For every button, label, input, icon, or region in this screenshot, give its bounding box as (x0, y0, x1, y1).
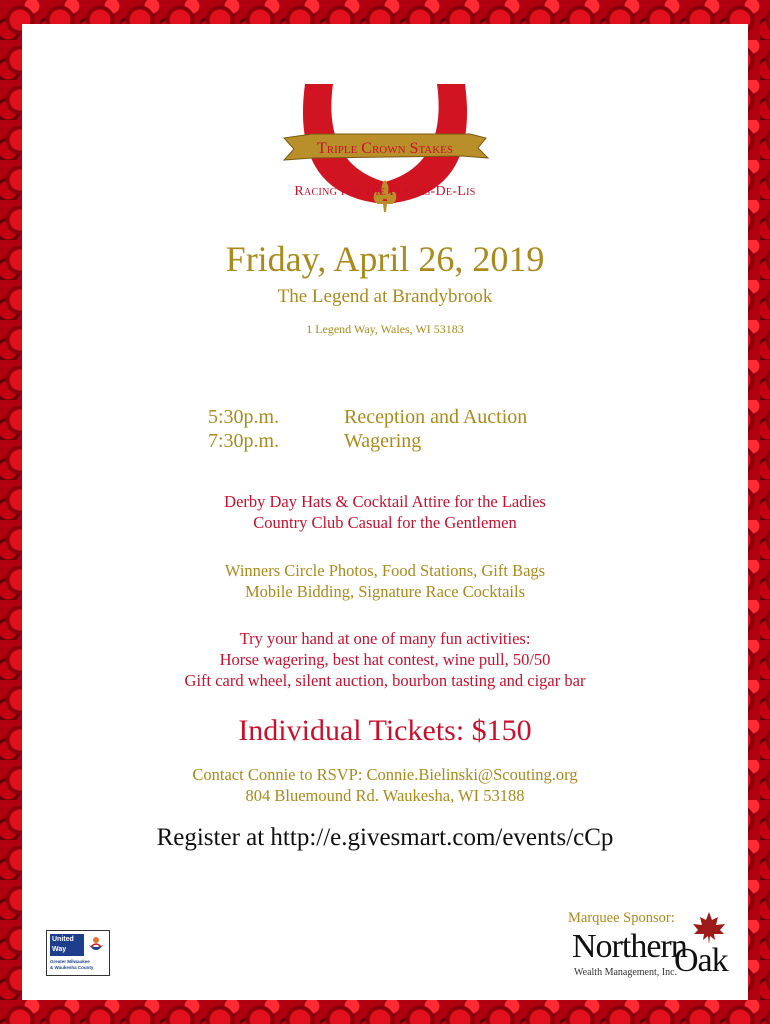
united-way-region-line2: & Waukesha County (50, 965, 94, 970)
united-way-line1: United (52, 936, 74, 943)
schedule-time: 5:30p.m. (208, 406, 280, 428)
schedule-times (208, 406, 279, 454)
sponsor-tagline: Wealth Management, Inc. (574, 967, 678, 978)
united-way-line2: Way (52, 946, 67, 953)
logo-title: Triple Crown Stakes (316, 140, 454, 157)
event-address: 1 Legend Way, Wales, WI 53183 (306, 322, 464, 336)
flyer-card (22, 24, 748, 1000)
register-link[interactable]: Register at http://e.givesmart.com/events/cCp (156, 824, 614, 851)
sponsor-name-northern: Northern (572, 928, 687, 965)
schedule-time: 7:30p.m. (208, 430, 280, 452)
activities-line: Try your hand at one of many fun activities: (239, 629, 531, 648)
horseshoe-logo (22, 54, 748, 234)
features-line: Mobile Bidding, Signature Race Cocktails (244, 582, 525, 601)
schedule-events (344, 406, 527, 454)
event-venue: The Legend at Brandybrook (277, 286, 493, 307)
activities-line: Horse wagering, best hat contest, wine pull, 50/50 (219, 650, 551, 669)
contact-rsvp[interactable]: Contact Connie to RSVP: Connie.Bielinski@Scouting.org (192, 765, 578, 784)
contact-address: 804 Bluemound Rd. Waukesha, WI 53188 (245, 786, 525, 805)
sponsor-name-oak: Oak (674, 942, 728, 979)
united-way-wordmark (50, 934, 84, 956)
contact-section (22, 764, 748, 806)
maple-leaf-icon (690, 910, 728, 946)
united-way-region (50, 959, 108, 971)
attire-section (22, 491, 748, 533)
activities-section (22, 628, 748, 691)
attire-line: Country Club Casual for the Gentlemen (253, 513, 517, 532)
tagline: Racing for the Fleurs-De-Lis (294, 184, 476, 199)
ticket-price: Individual Tickets: $150 (238, 714, 532, 747)
features-section (22, 560, 748, 602)
attire-line: Derby Day Hats & Cocktail Attire for the Ladies (224, 492, 546, 511)
features-line: Winners Circle Photos, Food Stations, Gift Bags (224, 561, 546, 580)
schedule-event: Reception and Auction (344, 406, 528, 428)
united-way-logo (46, 930, 110, 976)
united-way-region-line1: Greater Milwaukee (50, 959, 90, 964)
sponsor-label: Marquee Sponsor: (568, 910, 675, 926)
activities-line: Gift card wheel, silent auction, bourbon tasting and cigar bar (184, 671, 586, 690)
event-date: Friday, April 26, 2019 (225, 239, 545, 279)
schedule-event: Wagering (344, 430, 422, 452)
helping-hand-icon (87, 935, 105, 955)
